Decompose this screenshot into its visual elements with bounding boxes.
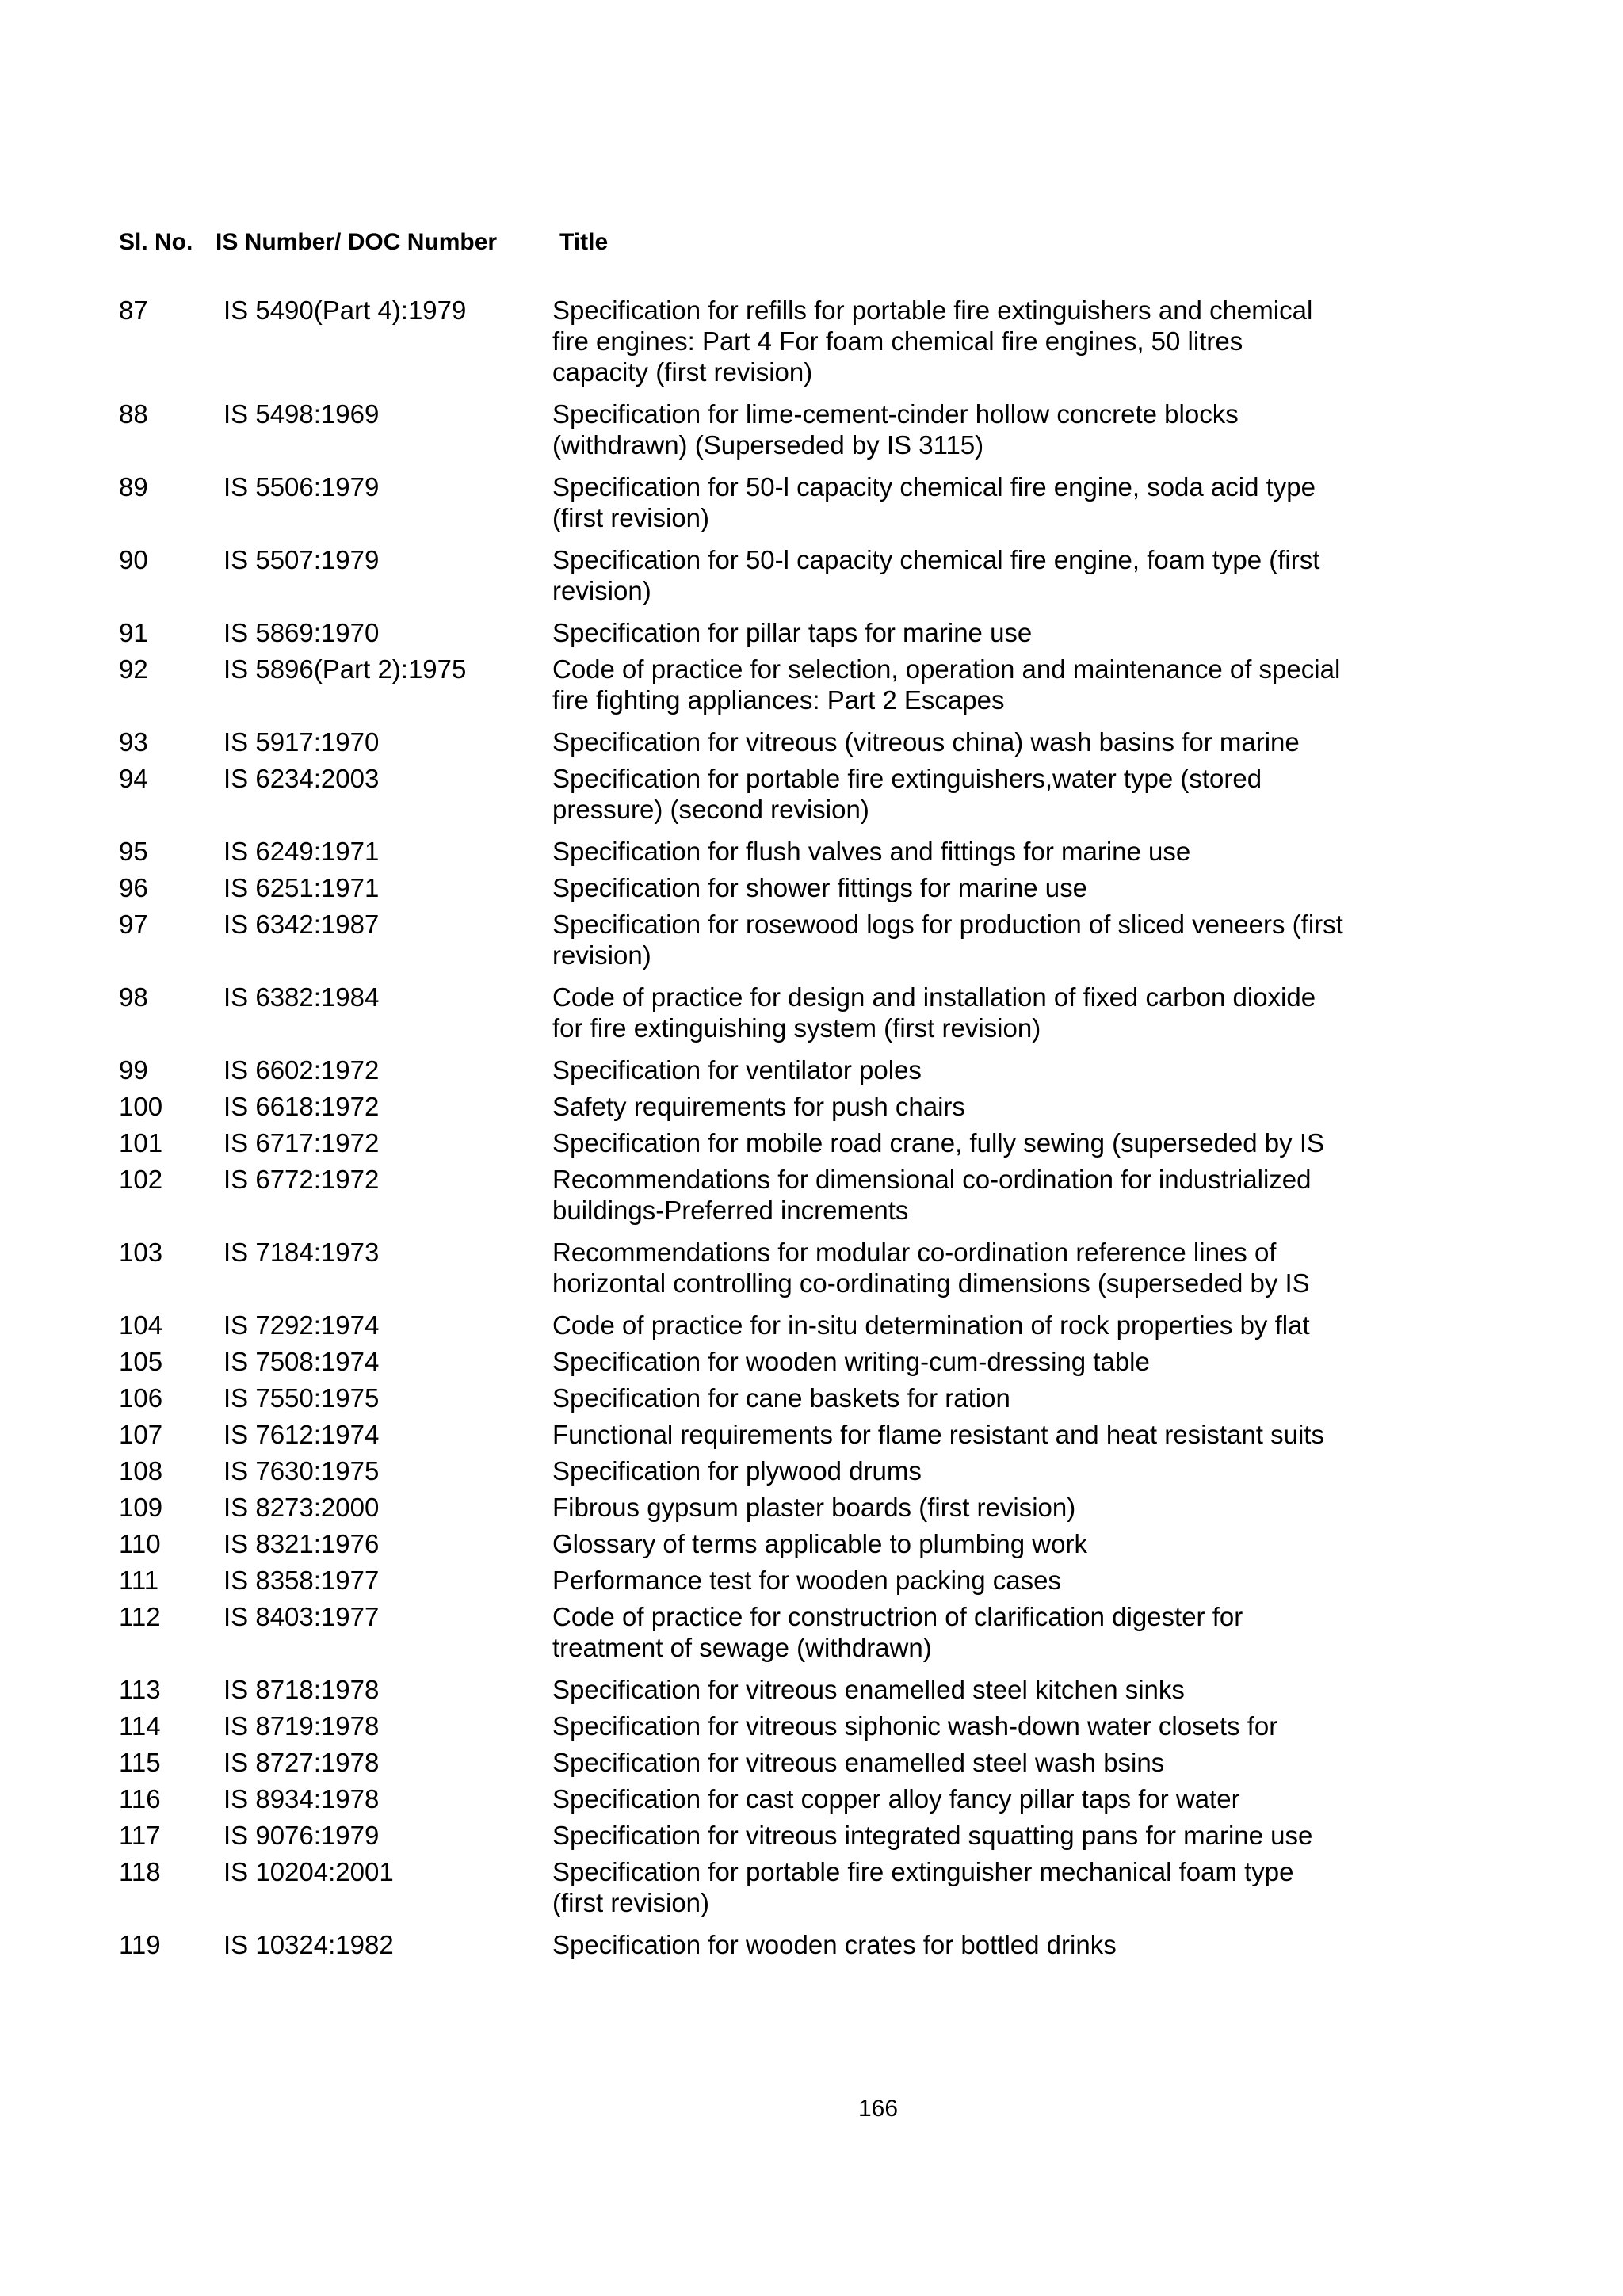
- table-row: [0, 1455, 1623, 1486]
- row-sl-no: 107: [119, 1420, 163, 1449]
- row-title: Code of practice for constructrion of clarification digester for treatment of sewage (withdrawn): [552, 1602, 1243, 1662]
- row-title: Specification for shower fittings for marine use: [552, 873, 1087, 902]
- table-row: [0, 1346, 1623, 1377]
- row-is-number: IS 7184:1973: [223, 1238, 380, 1267]
- table-row: [0, 1601, 1623, 1663]
- row-is-number: IS 6382:1984: [223, 982, 380, 1012]
- table-row: [0, 1856, 1623, 1918]
- table-row: [0, 1492, 1623, 1523]
- page-footer: [0, 2096, 1623, 2122]
- row-sl-no: 114: [119, 1711, 161, 1741]
- table-row: [0, 1528, 1623, 1559]
- row-title: Specification for 50-l capacity chemical fire engine, soda acid type (first revision): [552, 472, 1316, 532]
- row-is-number: IS 9076:1979: [223, 1821, 380, 1850]
- row-title: Code of practice for design and installation of fixed carbon dioxide for fire extinguishing system (first revision): [552, 982, 1316, 1043]
- row-title: Specification for vitreous (vitreous china) wash basins for marine: [552, 727, 1300, 757]
- row-is-number: IS 8727:1978: [223, 1748, 380, 1777]
- header-title: Title: [559, 229, 609, 255]
- row-sl-no: 89: [119, 472, 148, 502]
- row-is-number: IS 5490(Part 4):1979: [223, 296, 467, 325]
- row-title: Specification for vitreous siphonic wash-down water closets for: [552, 1711, 1278, 1741]
- row-sl-no: 115: [119, 1748, 161, 1777]
- row-is-number: IS 5498:1969: [223, 399, 380, 429]
- row-is-number: IS 7612:1974: [223, 1420, 380, 1449]
- row-is-number: IS 6249:1971: [223, 837, 380, 866]
- row-is-number: IS 7292:1974: [223, 1310, 380, 1340]
- page-number: 166: [857, 2096, 899, 2122]
- row-sl-no: 92: [119, 654, 148, 684]
- row-title: Specification for ventilator poles: [552, 1055, 922, 1085]
- row-sl-no: 93: [119, 727, 148, 757]
- table-row: [0, 654, 1623, 715]
- header-sl-no: Sl. No.: [119, 229, 193, 255]
- row-title: Specification for flush valves and fittings for marine use: [552, 837, 1191, 866]
- row-sl-no: 113: [119, 1675, 161, 1704]
- row-is-number: IS 6234:2003: [223, 764, 380, 793]
- row-sl-no: 116: [119, 1784, 161, 1814]
- row-title: Glossary of terms applicable to plumbing work: [552, 1529, 1087, 1558]
- row-sl-no: 109: [119, 1493, 163, 1522]
- row-sl-no: 87: [119, 296, 148, 325]
- table-row: [0, 1127, 1623, 1158]
- row-sl-no: 96: [119, 873, 148, 902]
- row-title: Recommendations for dimensional co-ordination for industrialized buildings-Preferred increments: [552, 1165, 1312, 1225]
- row-sl-no: 108: [119, 1456, 163, 1486]
- row-is-number: IS 7550:1975: [223, 1383, 380, 1413]
- table-row: [0, 1310, 1623, 1341]
- table-row: [0, 836, 1623, 867]
- row-is-number: IS 6618:1972: [223, 1092, 380, 1121]
- table-row: [0, 1419, 1623, 1450]
- row-sl-no: 94: [119, 764, 148, 793]
- table-row: [0, 1091, 1623, 1122]
- standards-table: [0, 295, 1623, 1966]
- row-is-number: IS 8718:1978: [223, 1675, 380, 1704]
- row-sl-no: 99: [119, 1055, 148, 1085]
- header-is-number: IS Number/ DOC Number: [216, 229, 498, 255]
- table-row: [0, 1565, 1623, 1596]
- row-title: Specification for mobile road crane, fully sewing (superseded by IS: [552, 1128, 1324, 1158]
- row-is-number: IS 7630:1975: [223, 1456, 380, 1486]
- row-is-number: IS 6772:1972: [223, 1165, 380, 1194]
- table-row: [0, 471, 1623, 533]
- table-row: [0, 909, 1623, 971]
- row-sl-no: 88: [119, 399, 148, 429]
- row-title: Specification for vitreous enamelled steel kitchen sinks: [552, 1675, 1185, 1704]
- table-row: [0, 1747, 1623, 1778]
- table-row: [0, 544, 1623, 606]
- row-title: Specification for lime-cement-cinder hollow concrete blocks (withdrawn) (Superseded by IS 3115): [552, 399, 1239, 460]
- row-title: Code of practice for in-situ determination of rock properties by flat: [552, 1310, 1310, 1340]
- row-is-number: IS 5917:1970: [223, 727, 380, 757]
- row-is-number: IS 8358:1977: [223, 1566, 380, 1595]
- row-sl-no: 98: [119, 982, 148, 1012]
- row-title: Fibrous gypsum plaster boards (first revision): [552, 1493, 1076, 1522]
- table-row: [0, 1237, 1623, 1299]
- row-is-number: IS 8403:1977: [223, 1602, 380, 1631]
- row-sl-no: 110: [119, 1529, 161, 1558]
- row-sl-no: 90: [119, 545, 148, 574]
- row-sl-no: 112: [119, 1602, 161, 1631]
- table-row: [0, 1164, 1623, 1226]
- row-is-number: IS 5506:1979: [223, 472, 380, 502]
- row-title: Recommendations for modular co-ordination reference lines of horizontal controlling co-ordinating dimensions (superseded by IS: [552, 1238, 1310, 1298]
- row-title: Specification for vitreous enamelled steel wash bsins: [552, 1748, 1165, 1777]
- row-title: Performance test for wooden packing cases: [552, 1566, 1062, 1595]
- row-sl-no: 91: [119, 618, 148, 647]
- row-title: Specification for wooden writing-cum-dressing table: [552, 1347, 1150, 1376]
- row-title: Specification for refills for portable fire extinguishers and chemical fire engines: Part 4 For foam chemical fire engines, 50 litres capacity (first revision): [552, 296, 1313, 387]
- row-sl-no: 103: [119, 1238, 163, 1267]
- row-sl-no: 106: [119, 1383, 163, 1413]
- table-row: [0, 1929, 1623, 1960]
- row-title: Specification for rosewood logs for production of sliced veneers (first revision): [552, 910, 1343, 970]
- row-title: Specification for portable fire extinguishers,water type (stored pressure) (second revision): [552, 764, 1262, 824]
- row-title: Specification for cast copper alloy fancy pillar taps for water: [552, 1784, 1240, 1814]
- row-is-number: IS 7508:1974: [223, 1347, 380, 1376]
- row-is-number: IS 8719:1978: [223, 1711, 380, 1741]
- table-row: [0, 872, 1623, 903]
- row-title: Specification for vitreous integrated squatting pans for marine use: [552, 1821, 1313, 1850]
- row-sl-no: 105: [119, 1347, 163, 1376]
- table-row: [0, 1383, 1623, 1413]
- row-title: Specification for wooden crates for bottled drinks: [552, 1930, 1117, 1959]
- row-is-number: IS 8273:2000: [223, 1493, 380, 1522]
- row-sl-no: 111: [119, 1566, 159, 1595]
- row-title: Specification for pillar taps for marine use: [552, 618, 1033, 647]
- row-sl-no: 104: [119, 1310, 163, 1340]
- row-is-number: IS 10324:1982: [223, 1930, 394, 1959]
- row-sl-no: 97: [119, 910, 148, 939]
- row-sl-no: 119: [119, 1930, 161, 1959]
- row-sl-no: 95: [119, 837, 148, 866]
- table-row: [0, 1674, 1623, 1705]
- row-is-number: IS 8321:1976: [223, 1529, 380, 1558]
- row-is-number: IS 6251:1971: [223, 873, 380, 902]
- row-is-number: IS 6717:1972: [223, 1128, 380, 1158]
- row-sl-no: 100: [119, 1092, 163, 1121]
- row-title: Functional requirements for flame resistant and heat resistant suits: [552, 1420, 1324, 1449]
- table-row: [0, 295, 1623, 387]
- row-is-number: IS 5507:1979: [223, 545, 380, 574]
- table-row: [0, 399, 1623, 460]
- row-is-number: IS 10204:2001: [223, 1857, 394, 1886]
- row-title: Code of practice for selection, operation and maintenance of special fire fighting appliances: Part 2 Escapes: [552, 654, 1341, 715]
- row-sl-no: 102: [119, 1165, 163, 1194]
- table-row: [0, 617, 1623, 648]
- table-row: [0, 763, 1623, 825]
- row-is-number: IS 8934:1978: [223, 1784, 380, 1814]
- table-row: [0, 982, 1623, 1043]
- row-title: Safety requirements for push chairs: [552, 1092, 965, 1121]
- row-is-number: IS 5896(Part 2):1975: [223, 654, 467, 684]
- table-row: [0, 1783, 1623, 1814]
- row-title: Specification for plywood drums: [552, 1456, 922, 1486]
- row-is-number: IS 6602:1972: [223, 1055, 380, 1085]
- row-sl-no: 118: [119, 1857, 161, 1886]
- row-sl-no: 101: [119, 1128, 163, 1158]
- row-title: Specification for 50-l capacity chemical fire engine, foam type (first revision): [552, 545, 1320, 605]
- row-title: Specification for cane baskets for ration: [552, 1383, 1010, 1413]
- table-row: [0, 1820, 1623, 1851]
- row-is-number: IS 6342:1987: [223, 910, 380, 939]
- row-title: Specification for portable fire extinguisher mechanical foam type (first revision): [552, 1857, 1294, 1917]
- table-row: [0, 1055, 1623, 1085]
- row-sl-no: 117: [119, 1821, 161, 1850]
- table-row: [0, 1711, 1623, 1741]
- row-is-number: IS 5869:1970: [223, 618, 380, 647]
- table-row: [0, 727, 1623, 757]
